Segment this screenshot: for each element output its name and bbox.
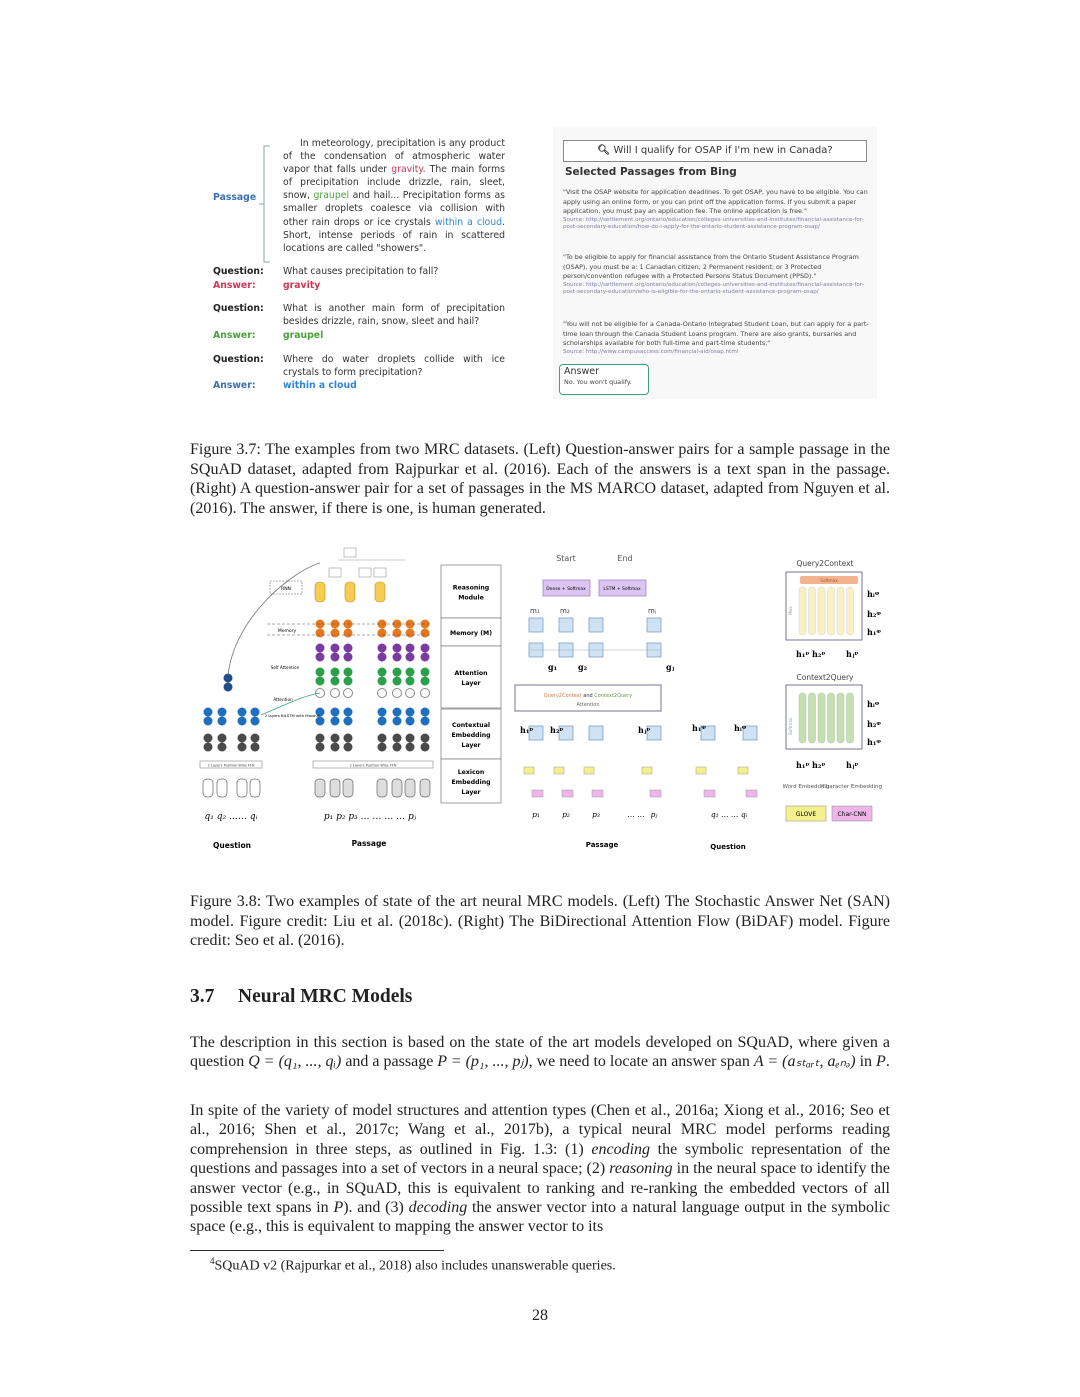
lstm-cell	[559, 618, 573, 632]
lexicon-node	[343, 779, 353, 797]
attention-node	[316, 677, 325, 686]
passage-text	[283, 137, 505, 255]
bilstm-node	[421, 717, 430, 726]
ffn-node	[344, 743, 353, 752]
figure-3-8	[195, 545, 890, 855]
query-box	[563, 140, 867, 162]
glove-embedding	[524, 767, 534, 774]
figure-3-7-caption: Figure 3.7: The examples from two MRC datasets. (Left) Question-answer pairs for a sample passage in the SQuAD dataset, adapted from Rajpurkar et al. (2016). Each of the answers is a text span in the passage. (Right) A question-answer pair for a set of passages in the MS MARCO dataset, adapted from Nguyen et al. (2016). The answer, if there is one, is human generated.	[190, 441, 890, 517]
section-heading	[190, 986, 412, 1008]
rnn-label: RNN	[281, 587, 291, 592]
softmax-vertical-label: Softmax	[788, 717, 793, 735]
lexicon-node	[420, 779, 430, 797]
ffn-label: 2 Layers Position-Wise FFN	[349, 763, 397, 768]
text: and a passage	[341, 1053, 438, 1071]
memory-node	[378, 629, 387, 638]
output-box	[329, 568, 341, 577]
self-attention-node	[393, 644, 402, 653]
passage-token: p₂	[562, 810, 570, 819]
ffn-node	[238, 743, 247, 752]
c2q-column	[847, 693, 854, 743]
answer-label: Answer:	[213, 330, 256, 341]
bilstm-node	[344, 708, 353, 717]
ffn-node	[406, 734, 415, 743]
q2c-column	[799, 587, 806, 635]
passage-source: Source: http://settlement.org/ontario/education/colleges-universities-and-institutes/financial-assistance-for-post-secondary-education/who-is-eligible-for-the-ontario-student-assistance-program-osap/	[563, 281, 864, 296]
layer-label: Module	[458, 594, 484, 602]
hp-label: h₁ᵖ	[520, 725, 534, 735]
self-attention-node	[406, 653, 415, 662]
selected-passages-heading: Selected Passages from Bing	[565, 166, 737, 178]
bilstm-node	[204, 717, 213, 726]
math: P = (p₁, ..., pⱼ)	[437, 1053, 529, 1071]
math: Q = (q₁, ..., qᵢ)	[248, 1053, 342, 1071]
ffn-node	[251, 734, 260, 743]
bilstm-node	[238, 717, 247, 726]
hq-label: hᵢᵠ	[734, 723, 747, 733]
m-label: m₁	[530, 607, 540, 615]
c2q-column	[837, 693, 844, 743]
bilstm-node	[406, 708, 415, 717]
text: ). and (3)	[343, 1199, 409, 1217]
word-embedding-label: Word Embedding	[782, 784, 830, 790]
bilstm-node	[406, 717, 415, 726]
answer-text: within a cloud	[283, 380, 357, 391]
hp-bottom-label: h₂ᵖ	[812, 760, 826, 770]
attention-input-node	[331, 689, 340, 698]
layer-label: Memory (M)	[449, 630, 493, 637]
h-side-label: hᵢᵠ	[867, 589, 880, 599]
end-label: End	[617, 554, 633, 563]
bilstm-node	[378, 708, 387, 717]
bing-passage	[563, 320, 869, 356]
question-label: Question	[213, 841, 251, 850]
emph: encoding	[591, 1140, 651, 1158]
layer-box	[441, 565, 501, 618]
layer-label: Embedding	[451, 732, 491, 739]
h-side-label: hᵢᵠ	[867, 699, 880, 709]
self-attention-node	[378, 644, 387, 653]
ffn-node	[421, 734, 430, 743]
lexicon-node	[217, 779, 227, 797]
text: .	[885, 1053, 890, 1071]
passage-token: p₁	[532, 810, 540, 819]
c2q-column	[799, 693, 806, 743]
and-span: and	[581, 693, 595, 699]
math: A = (aₛₜₐᵣₜ, aₑₙₔ)	[753, 1053, 856, 1071]
bilstm-node	[421, 708, 430, 717]
ffn-label: 2 Layers Position-Wise FFN	[207, 763, 255, 768]
c2q-title: Context2Query	[796, 673, 854, 682]
bilstm-node	[218, 708, 227, 717]
passage-brace	[258, 145, 272, 263]
figure-3-8-caption: Figure 3.8: Two examples of state of the art neural MRC models. (Left) The Stochastic Answer Net (SAN) model. Figure credit: Liu et al. (2018c). (Right) The BiDirectional Attention Flow (BiDAF) model. Figure credit: Seo et al. (2016).	[190, 893, 890, 949]
bilstm-node	[251, 708, 260, 717]
page-number: 28	[532, 1307, 548, 1324]
lexicon-node	[405, 779, 415, 797]
char-embedding	[562, 790, 573, 797]
q2c-column	[847, 587, 854, 635]
lexicon-node	[330, 779, 340, 797]
q2c-column	[809, 587, 816, 635]
bilstm-node	[238, 708, 247, 717]
answer-box	[559, 364, 649, 395]
passage-part: . The main forms of precipitation include drizzle, rain, sleet, snow,	[283, 164, 505, 202]
char-embedding	[746, 790, 757, 797]
attention-node	[331, 668, 340, 677]
emph: reasoning	[609, 1160, 673, 1178]
attention-node	[421, 677, 430, 686]
h-side-label: h₂ᵠ	[867, 609, 881, 619]
self-attention-label: Self Attention	[270, 665, 300, 670]
attention-node	[378, 668, 387, 677]
bing-passage	[563, 253, 869, 297]
ffn-node	[406, 743, 415, 752]
passage-part: In meteorology, precipitation is any product of the condensation of atmospheric water vapor that falls under	[283, 138, 505, 176]
answer-text: graupel	[283, 330, 324, 341]
text: , we need to locate an answer span	[528, 1053, 754, 1071]
ffn-node	[344, 734, 353, 743]
rnn-state	[375, 582, 385, 602]
question-label: Question:	[213, 303, 264, 314]
bing-passage	[563, 188, 869, 232]
passage-token: p₃	[592, 810, 600, 819]
ffn-node	[238, 734, 247, 743]
lstm-cell	[589, 618, 603, 632]
g-label: gⱼ	[666, 662, 675, 672]
output-box	[359, 568, 371, 577]
c2q-column	[809, 693, 816, 743]
attention-node	[331, 677, 340, 686]
math: P	[333, 1199, 344, 1217]
question-label: Question	[710, 843, 746, 851]
self-attention-node	[393, 653, 402, 662]
char-embedding	[650, 790, 661, 797]
memory-label: Memory	[277, 629, 297, 634]
attention-node	[344, 677, 353, 686]
connection	[228, 563, 320, 675]
answer-text: gravity	[283, 280, 321, 291]
bilstm-node	[331, 717, 340, 726]
question-text: Where do water droplets collide with ice crystals to form precipitation?	[283, 354, 505, 379]
passage-part: and hail... Precipitation forms as smaller droplets coalesce via collision with other rain drops or ice crystals	[283, 190, 505, 228]
self-attention-node	[316, 644, 325, 653]
self-attention-node	[421, 653, 430, 662]
passage-label: Passage	[351, 839, 387, 848]
layer-label: Attention	[454, 670, 488, 677]
text: the answer vector into a natural language output in the symbolic space (e.g., this is equivalent to mapping the answer vector to its	[190, 1199, 891, 1236]
answer-text: No. You won't qualify.	[564, 378, 632, 386]
query-text: Will I qualify for OSAP if I'm new in Canada?	[613, 145, 833, 156]
passage-part: . Short, intense periods of rain in scattered locations are called "showers".	[283, 216, 505, 254]
dense-softmax-label: Dense + Softmax	[546, 587, 586, 592]
ffn-node	[393, 734, 402, 743]
highlight-within-a-cloud: within a cloud	[434, 216, 503, 228]
m-label: m₂	[560, 607, 570, 615]
passage-token: pⱼ	[650, 810, 658, 819]
text: In spite of the variety of model structures and attention types (Chen et al., 2016a; Xiong et al., 2016; Seo et al., 2016; Shen et al., 2017c; Wang et al., 2017b), a typical neural MRC model performs reading comprehension in three steps, as outlined in Fig. 1.3: (1)	[190, 1102, 890, 1158]
softmax-label: Softmax	[820, 578, 838, 583]
bilstm-label: 2 layers BiLSTM with Maxout	[264, 713, 320, 718]
attention-node	[316, 668, 325, 677]
ffn-node	[421, 743, 430, 752]
self-attention-node	[331, 644, 340, 653]
attention-label: Attention	[576, 702, 600, 708]
ffn-node	[218, 734, 227, 743]
passage-label: Passage	[213, 192, 257, 203]
self-attention-node	[421, 644, 430, 653]
layer-label: Embedding	[451, 779, 491, 786]
lstm-cell	[647, 618, 661, 632]
question-text: What causes precipitation to fall?	[283, 266, 439, 277]
memory-node	[421, 629, 430, 638]
memory-node	[331, 629, 340, 638]
self-attention-node	[344, 644, 353, 653]
text: in	[855, 1053, 877, 1071]
highlight-graupel: graupel	[313, 190, 350, 202]
attention-node	[406, 677, 415, 686]
attention-input-node	[393, 689, 402, 698]
memory-node	[316, 629, 325, 638]
hq-label: h₁ᵠ	[692, 723, 706, 733]
rnn-state	[315, 582, 325, 602]
attention-input-node	[378, 689, 387, 698]
attention-input-node	[406, 689, 415, 698]
c2q-column	[828, 693, 835, 743]
passage-text: "Visit the OSAP website for application deadlines. To get OSAP, you have to be eligible. You can apply using an online form, or you can print off the application forms. If you submit a paper application, you must pay an application fee. The online application is free."	[563, 188, 868, 216]
self-attention-node	[406, 644, 415, 653]
self-attention-node	[316, 653, 325, 662]
ffn-node	[218, 743, 227, 752]
text: the symbolic representation of the questions and passages into a set of vectors in a neural space; (2)	[190, 1140, 890, 1178]
paragraph-2	[190, 1101, 890, 1237]
q2c-span: Query2Context	[543, 693, 582, 699]
text: The description in this section is based on the state of the art models developed on SQuAD, where given a question	[190, 1034, 890, 1071]
hp-bottom-label: hⱼᵖ	[846, 760, 859, 770]
bilstm-node	[344, 717, 353, 726]
layer-label: Lexicon	[457, 769, 485, 776]
q2c-title: Query2Context	[796, 559, 854, 568]
attention-input-node	[344, 689, 353, 698]
hp-bottom-label: hⱼᵖ	[846, 649, 859, 659]
bilstm-node	[393, 708, 402, 717]
footnote	[210, 1256, 616, 1275]
c2q-span: Context2Query	[594, 693, 633, 699]
hp-bottom-label: h₁ᵖ	[796, 649, 810, 659]
ffn-node	[204, 743, 213, 752]
h-side-label: h₁ᵠ	[867, 627, 881, 637]
q2c-column	[837, 587, 844, 635]
attention-input-node	[421, 689, 430, 698]
lexicon-node	[203, 779, 213, 797]
layer-label: Contextual	[451, 722, 491, 729]
self-attention-node	[344, 653, 353, 662]
answer-label: Answer	[564, 366, 599, 377]
ffn-node	[378, 743, 387, 752]
footnote-text: SQuAD v2 (Rajpurkar et al., 2018) also includes unanswerable queries.	[214, 1258, 616, 1274]
glove-embedding	[738, 767, 748, 774]
bilstm-node	[393, 717, 402, 726]
answer-label: Answer:	[213, 380, 256, 391]
q2c-column	[818, 587, 825, 635]
bilstm-node	[251, 717, 260, 726]
hp-label: hⱼᵖ	[638, 725, 651, 735]
ffn-node	[331, 734, 340, 743]
question-summary-node	[224, 683, 233, 692]
search-icon: 🔍︎	[597, 145, 614, 156]
lexicon-node	[315, 779, 325, 797]
ffn-node	[378, 734, 387, 743]
glove-embedding	[584, 767, 594, 774]
attention-label: Attention	[273, 697, 293, 702]
section-title: Neural MRC Models	[238, 986, 413, 1007]
passage-token: … …	[627, 810, 645, 819]
footnote-rule	[190, 1250, 444, 1251]
hp-bottom-label: h₁ᵖ	[796, 760, 810, 770]
san-diagram	[200, 548, 501, 850]
lstm-softmax-label: LSTM + Softmax	[603, 587, 641, 592]
glove-embedding	[554, 767, 564, 774]
lstm-cell	[589, 726, 603, 740]
attention-node	[393, 677, 402, 686]
glove-embedding	[642, 767, 652, 774]
layer-label: Layer	[461, 789, 481, 796]
layer-box	[441, 646, 501, 708]
paragraph-1	[190, 1033, 890, 1072]
attention-node	[393, 668, 402, 677]
char-embedding	[532, 790, 543, 797]
bilstm-node	[378, 717, 387, 726]
ffn-node	[316, 743, 325, 752]
m-label: mⱼ	[648, 607, 657, 615]
question-tokens: q₁ … … qᵢ	[710, 810, 748, 819]
passage-label: Passage	[585, 841, 619, 849]
glove-label: GLOVE	[795, 811, 817, 818]
q2c-column	[828, 587, 835, 635]
h-side-label: h₂ᵠ	[867, 719, 881, 729]
char-embedding-label: Character Embedding	[821, 784, 883, 790]
hp-label: h₂ᵖ	[550, 725, 564, 735]
passage-text: "You will not be eligible for a Canada-Ontario Integrated Student Loan, but can apply for a part-time loan through the Canada Student Loans program. There are also grants, bursaries and scholarships available for both full-time and part-time students."	[563, 320, 869, 348]
msmarco-example	[553, 127, 877, 399]
h-side-label: h₁ᵠ	[867, 737, 881, 747]
passage-tokens: p₁ p₂ p₃ … … … … pⱼ	[323, 812, 417, 822]
char-embedding	[704, 790, 715, 797]
layer-label: Reasoning	[452, 584, 490, 592]
math: P	[876, 1053, 886, 1071]
attention-title	[544, 693, 633, 699]
output-box	[374, 568, 386, 577]
ffn-node	[393, 743, 402, 752]
charcnn-label: Char-CNN	[837, 811, 867, 818]
question-label: Question:	[213, 266, 264, 277]
ffn-node	[204, 734, 213, 743]
c2q-column	[818, 693, 825, 743]
question-tokens: q₁ q₂ …… qᵢ	[204, 812, 258, 822]
start-label: Start	[556, 554, 576, 563]
text: in the neural space to identify the answer vector (e.g., in SQuAD, this is equivalent to ranking and re-ranking the embedded vectors of all possible text spans in	[190, 1160, 891, 1217]
attention-node	[378, 677, 387, 686]
g-label: g₁	[548, 662, 558, 672]
question-text: What is another main form of precipitation besides drizzle, rain, snow, sleet and hail?	[283, 303, 505, 328]
bilstm-node	[218, 717, 227, 726]
ffn-node	[316, 734, 325, 743]
layer-label: Layer	[461, 680, 481, 687]
passage-source: Source: http://www.campusaccess.com/financial-aid/osap.html	[563, 348, 739, 355]
self-attention-node	[378, 653, 387, 662]
highlight-gravity: gravity	[391, 164, 423, 176]
attention-node	[344, 668, 353, 677]
bilstm-node	[204, 708, 213, 717]
rnn-state	[345, 582, 355, 602]
ffn-node	[251, 743, 260, 752]
lstm-cell	[529, 618, 543, 632]
glove-embedding	[696, 767, 706, 774]
lexicon-node	[392, 779, 402, 797]
hp-bottom-label: h₂ᵖ	[812, 649, 826, 659]
emph: decoding	[408, 1199, 468, 1217]
lexicon-node	[250, 779, 260, 797]
footnote-mark: 4	[210, 1256, 215, 1266]
memory-node	[393, 629, 402, 638]
lexicon-node	[237, 779, 247, 797]
bidaf-diagram	[515, 554, 882, 851]
attention-node	[421, 668, 430, 677]
answer-label: Answer:	[213, 280, 256, 291]
section-number: 3.7	[190, 986, 215, 1007]
question-label: Question:	[213, 354, 264, 365]
memory-node	[406, 629, 415, 638]
self-attention-node	[331, 653, 340, 662]
bilstm-node	[331, 708, 340, 717]
max-label: Max	[788, 606, 793, 615]
passage-source: Source: http://settlement.org/ontario/education/colleges-universities-and-institutes/financial-assistance-for-post-secondary-education/how-do-i-apply-for-the-ontario-student-assistance-program-osap/	[563, 216, 864, 231]
ffn-node	[331, 743, 340, 752]
lexicon-node	[377, 779, 387, 797]
passage-text: "To be eligible to apply for financial assistance from the Ontario Student Assistance Program (OSAP), you must be a: 1 Canadian citizen; 2 Permanent resident; or 3 Protected person/convention refugee with a Protected Persons Status Document (PPSD)."	[563, 253, 859, 281]
char-embedding	[592, 790, 603, 797]
attention-node	[406, 668, 415, 677]
g-label: g₂	[578, 662, 588, 672]
layer-label: Layer	[461, 742, 481, 749]
output-box	[344, 548, 356, 557]
memory-node	[344, 629, 353, 638]
